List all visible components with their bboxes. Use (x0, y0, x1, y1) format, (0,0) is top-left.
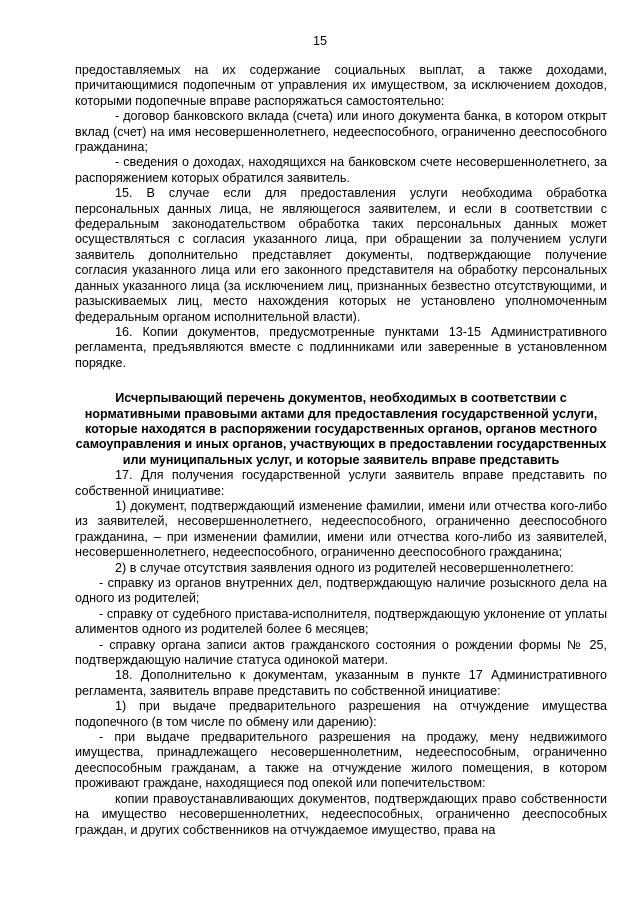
list-item: 1) документ, подтверждающий изменение фамилии, имени или отчества кого-либо из заявителей, несовершеннолетнего, недееспособного, ограниченно дееспособного гражданина, – при изменении фамилии, имени или отчества кого-либо из заявителей, несовершеннолетнего, недееспособного, ограниченно дееспособного гражданина; (75, 498, 607, 560)
list-item: - при выдаче предварительного разрешения на продажу, мену недвижимого имущества, принадлежащего несовершеннолетним, недееспособным, ограниченно дееспособным гражданам, а также на отчуждение жилого помещения, в котором проживают граждане, находящиеся под опекой или попечительством: (75, 730, 607, 791)
section-heading: Исчерпывающий перечень документов, необходимых в соответствии с нормативными правовыми актами для предоставления государственной услуги, которые находятся в распоряжении государственных органов, органов местного самоуправления и иных органов, участвующих в предоставлении государственных или муниципальных услуг, и которые заявитель вправе представить (75, 391, 607, 467)
paragraph: копии правоустанавливающих документов, подтверждающих право собственности на имущество несовершеннолетних, недееспособных, ограниченно дееспособных граждан, и других собственников на отчуждаемое имущество, права на (75, 791, 607, 837)
list-item: 1) при выдаче предварительного разрешения на отчуждение имущества подопечного (в том числе по обмену или дарению): (75, 699, 607, 729)
list-item: - договор банковского вклада (счета) или иного документа банка, в котором открыт вклад (счет) на имя несовершеннолетнего, недееспособного, ограниченно дееспособного гражданина; (75, 109, 607, 155)
paragraph: предоставляемых на их содержание социальных выплат, а также доходами, причитающимися подопечным от управления их имуществом, за исключением доходов, которыми подопечные вправе распоряжаться самостоятельно: (75, 63, 607, 108)
paragraph: 15. В случае если для предоставления услуги необходима обработка персональных данных лица, не являющегося заявителем, и если в соответствии с федеральным законодательством обработка таких персональных данных может осуществляться с согласия указанного лица, при обращении за получением услуги заявитель дополнительно представляет документы, подтверждающие получение согласия указанного лица или его законного представителя на обработку персональных данных указанного лица (за исключением лиц, признанных безвестно отсутствующими, и разыскиваемых лиц, место нахождения которых не установлено уполномоченным федеральным органом исполнительной власти). (75, 186, 607, 324)
list-item: - справку из органов внутренних дел, подтверждающую наличие розыскного дела на одного из родителей; (75, 576, 607, 606)
paragraph: 18. Дополнительно к документам, указанным в пункте 17 Административного регламента, заявитель вправе представить по собственной инициативе: (75, 668, 607, 698)
list-item: - справку органа записи актов гражданского состояния о рождении формы № 25, подтверждающую наличие статуса одинокой матери. (75, 637, 607, 668)
paragraph: 16. Копии документов, предусмотренные пунктами 13-15 Административного регламента, предъявляются вместе с подлинниками или заверенные в установленном порядке. (75, 324, 607, 370)
list-item: 2) в случае отсутствия заявления одного из родителей несовершеннолетнего: (115, 560, 574, 575)
document-body (75, 63, 607, 838)
paragraph: 17. Для получения государственной услуги заявитель вправе представить по собственной инициативе: (75, 468, 607, 498)
page-number: 15 (312, 34, 327, 48)
list-item: - справку от судебного пристава-исполнителя, подтверждающую уклонение от уплаты алиментов одного из родителей более 6 месяцев; (75, 606, 607, 637)
list-item: - сведения о доходах, находящихся на банковском счете несовершеннолетнего, за распоряжением которых обратился заявитель. (75, 155, 607, 185)
